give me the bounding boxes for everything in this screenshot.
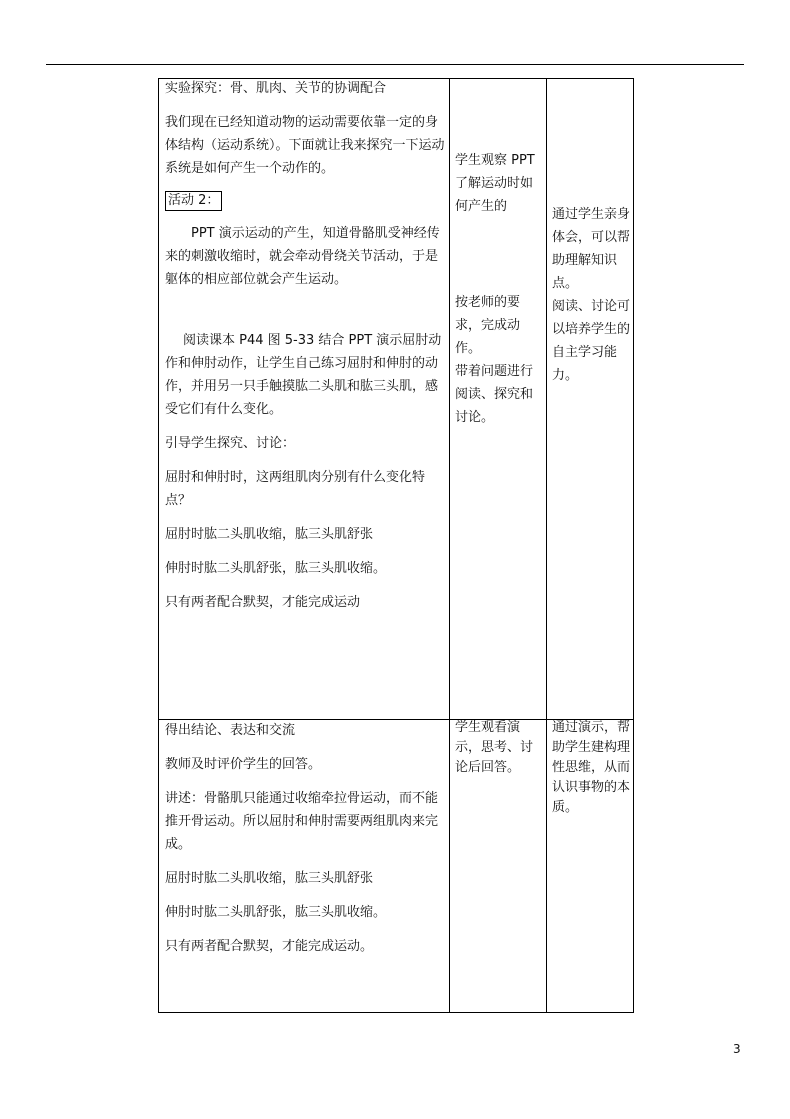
intro-paragraph: 我们现在已经知道动物的运动需要依靠一定的身体结构（运动系统）。下面就让我来探究一下运动系统是如何产生一个动作的。: [165, 115, 445, 176]
design-intent-cell: [547, 720, 634, 1013]
flex-elbow-text: 屈肘时肱二头肌收缩，肱三头肌舒张: [165, 871, 374, 886]
extend-elbow-text: 伸肘时肱二头肌舒张，肱三头肌收缩。: [165, 905, 387, 920]
explain-paragraph: 讲述：骨骼肌只能通过收缩牵拉骨运动，而不能推开骨运动。所以屈肘和伸肘需要两组肌肉来完成。: [165, 791, 439, 852]
activity-label-text: 活动 2：: [165, 191, 222, 211]
evaluate-text: 教师及时评价学生的回答。: [165, 757, 322, 772]
intent-experience-text: 通过学生亲身体会，可以帮助理解知识点。: [552, 207, 631, 291]
conclusion-text: 只有两者配合默契，才能完成运动: [165, 595, 361, 610]
intent-demo-text: 通过演示，帮助学生建构理性思维，从而认识事物的本质。: [552, 720, 631, 815]
section-title: 得出结论、表达和交流: [165, 723, 296, 738]
header-rule: [46, 64, 744, 65]
student-activity-cell: [450, 720, 547, 1013]
student-discuss-text: 带着问题进行阅读、探究和讨论。: [455, 364, 534, 425]
teaching-activity-cell: [159, 79, 450, 720]
flex-elbow-text: 屈肘时肱二头肌收缩，肱三头肌舒张: [165, 527, 374, 542]
lesson-plan-table: [158, 78, 634, 1013]
student-watch-text: 学生观看演示，思考、讨论后回答。: [455, 720, 534, 775]
intent-reading-text: 阅读、讨论可以培养学生的自主学习能力。: [552, 299, 631, 383]
teaching-activity-cell: [159, 720, 450, 1013]
page-number: 3: [733, 1042, 741, 1056]
student-activity-cell: [450, 79, 547, 720]
design-intent-cell: [547, 79, 634, 720]
guide-text: 引导学生探究、讨论：: [165, 436, 296, 451]
section-title: 实验探究：骨、肌肉、关节的协调配合: [165, 81, 387, 96]
conclusion-text: 只有两者配合默契，才能完成运动。: [165, 939, 374, 954]
question-text: 屈肘和伸肘时，这两组肌肉分别有什么变化特点？: [165, 470, 426, 508]
student-observe-text: 学生观察 PPT 了解运动时如何产生的: [455, 153, 535, 214]
ppt-demo-paragraph: PPT 演示运动的产生，知道骨骼肌受神经传来的刺激收缩时，就会牵动骨绕关节活动，于是躯体的相应部位就会产生运动。: [165, 226, 440, 287]
table-row: [159, 720, 634, 1013]
student-follow-text: 按老师的要求，完成动作。: [455, 295, 521, 356]
reading-paragraph: 阅读课本 P44 图 5-33 结合 PPT 演示屈肘动作和伸肘动作，让学生自己练习屈肘和伸肘的动作，并用另一只手触摸肱二头肌和肱三头肌，感受它们有什么变化。: [165, 333, 442, 417]
activity-label: [165, 189, 447, 212]
table-row: [159, 79, 634, 720]
extend-elbow-text: 伸肘时肱二头肌舒张，肱三头肌收缩。: [165, 561, 387, 576]
